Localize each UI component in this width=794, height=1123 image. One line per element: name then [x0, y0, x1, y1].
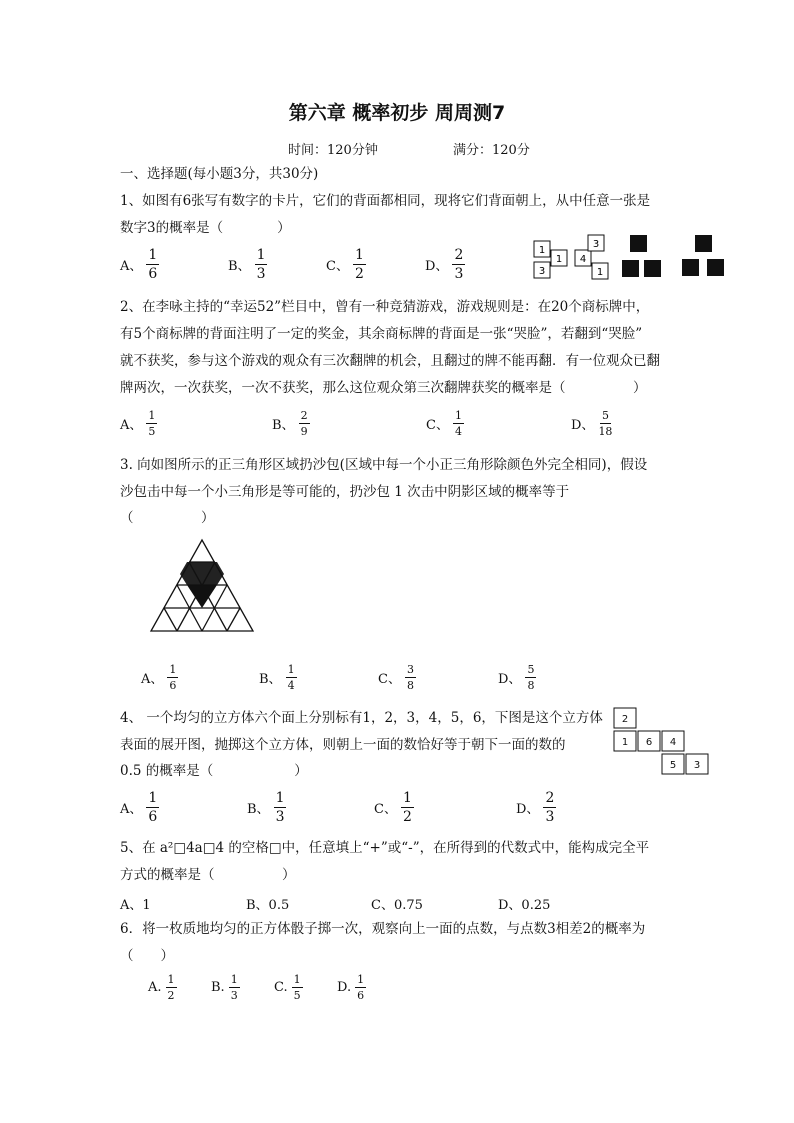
answer-option — [378, 664, 416, 691]
numerator: 1 — [148, 409, 156, 422]
answer-option — [120, 791, 159, 824]
option-label: C、 — [378, 672, 401, 687]
answer-option — [247, 791, 286, 824]
numerator: 1 — [293, 973, 301, 986]
denominator: 5 — [148, 425, 156, 438]
fraction — [146, 248, 159, 281]
q3-line3: （ ） — [120, 510, 215, 526]
option-label: D、 — [498, 672, 522, 687]
denominator: 2 — [354, 266, 364, 282]
q2-line3: 就不获奖，参与这个游戏的观众有三次翻牌的机会，且翻过的牌不能再翻．有一位观众已翻 — [120, 353, 660, 369]
fraction — [167, 664, 178, 691]
numerator: 1 — [354, 247, 364, 263]
option-label: C、 — [374, 802, 397, 817]
option-label: B、 — [247, 802, 270, 817]
card-front — [588, 235, 604, 251]
card-label: 3 — [538, 266, 546, 277]
numerator: 1 — [256, 247, 266, 263]
fraction — [543, 791, 556, 824]
q6-line1: 6．将一枚质地均匀的正方体骰子掷一次，观察向上一面的点数，与点数3相差2的概率为 — [120, 921, 646, 937]
denominator: 2 — [167, 989, 175, 1002]
numerator: 1 — [167, 973, 175, 986]
numerator: 1 — [357, 973, 365, 986]
answer-option — [211, 974, 240, 1001]
fraction — [274, 791, 287, 824]
option-label: C、 — [426, 418, 449, 433]
q5-line2: 方式的概率是（ ） — [120, 867, 296, 883]
numerator: 1 — [275, 790, 285, 806]
card-front — [534, 241, 550, 257]
card-front — [592, 263, 608, 279]
net-label: 6 — [645, 737, 653, 748]
card-label: 1 — [596, 267, 604, 278]
denominator: 3 — [256, 266, 266, 282]
answer-option — [571, 410, 612, 437]
page-title: 第六章 概率初步 周周测7 — [288, 102, 506, 124]
q1-line1: 1、如图有6张写有数字的卡片，它们的背面都相同，现将它们背面朝上，从中任意一张是 — [120, 193, 651, 209]
option-label: B、 — [228, 259, 251, 274]
card-front — [575, 250, 591, 266]
numerator: 3 — [406, 663, 414, 676]
card-back — [707, 259, 724, 276]
denominator: 2 — [402, 809, 412, 825]
option-label: C. — [274, 980, 288, 995]
fraction — [255, 248, 268, 281]
denominator: 6 — [357, 989, 365, 1002]
answer-option — [120, 248, 159, 281]
answer-option — [425, 248, 465, 281]
answer-option — [426, 410, 464, 437]
fraction — [166, 974, 177, 1001]
fraction — [355, 974, 366, 1001]
numerator: 1 — [402, 790, 412, 806]
q2-line1: 2、在李咏主持的“幸运52”栏目中，曾有一种竞猜游戏，游戏规则是：在20个商标牌中， — [120, 299, 650, 315]
q5-option: C、0.75 — [371, 898, 423, 913]
fraction — [292, 974, 303, 1001]
option-label: D、 — [425, 259, 449, 274]
answer-option — [120, 410, 157, 437]
numerator: 1 — [287, 663, 295, 676]
numerator: 1 — [148, 790, 158, 806]
card-label: 3 — [592, 239, 600, 250]
answer-option — [141, 664, 178, 691]
option-label: A、 — [120, 802, 143, 817]
option-label: D、 — [571, 418, 595, 433]
q1-cards-figure — [530, 232, 730, 284]
shaded-hexagon — [180, 562, 224, 585]
numerator: 2 — [454, 247, 464, 263]
denominator: 6 — [148, 266, 158, 282]
fraction — [353, 248, 366, 281]
net-label: 2 — [621, 714, 629, 725]
card-label: 4 — [579, 254, 587, 265]
fraction — [146, 410, 157, 437]
answer-option — [274, 974, 303, 1001]
card-front — [551, 250, 567, 266]
numerator: 2 — [300, 409, 308, 422]
card-back — [622, 260, 639, 277]
answer-option — [272, 410, 310, 437]
section-heading: 一、选择题(每小题3分，共30分) — [120, 166, 319, 182]
option-label: C、 — [326, 259, 349, 274]
fraction — [229, 974, 240, 1001]
q4-line1: 4、 一个均匀的立方体六个面上分别标有1，2，3，4，5，6，下图是这个立方体 — [120, 710, 603, 726]
denominator: 9 — [300, 425, 308, 438]
option-label: B、 — [272, 418, 295, 433]
denominator: 4 — [454, 425, 462, 438]
q5-option: A、1 — [120, 898, 151, 913]
q2-line4: 牌两次，一次获奖，一次不获奖，那么这位观众第三次翻牌获奖的概率是（ ） — [120, 380, 647, 396]
numerator: 1 — [169, 663, 177, 676]
card-label: 1 — [538, 245, 546, 256]
q3-line1: 3. 向如图所示的正三角形区域扔沙包(区域中每一个小正三角形除颜色外完全相同)，假设 — [120, 457, 648, 473]
numerator: 5 — [527, 663, 535, 676]
q4-line3: 0.5 的概率是（ ） — [120, 763, 308, 779]
denominator: 3 — [275, 809, 285, 825]
fraction — [146, 791, 159, 824]
denominator: 18 — [598, 425, 613, 438]
option-label: A、 — [141, 672, 164, 687]
option-label: B、 — [259, 672, 282, 687]
q2-line2: 有5个商标牌的背面注明了一定的奖金，其余商标牌的背面是一张“哭脸”，若翻到“哭脸” — [120, 326, 643, 342]
net-label: 3 — [693, 760, 701, 771]
net-label: 1 — [621, 737, 629, 748]
denominator: 6 — [148, 809, 158, 825]
numerator: 2 — [545, 790, 555, 806]
fraction — [598, 410, 612, 437]
numerator: 5 — [601, 409, 609, 422]
net-label: 5 — [669, 760, 677, 771]
net-label: 4 — [669, 737, 677, 748]
denominator: 3 — [230, 989, 238, 1002]
option-label: A. — [148, 980, 162, 995]
option-label: A、 — [120, 259, 143, 274]
q5-line1: 5、在 a²□4a□4 的空格□中，任意填上“+”或“-”，在所得到的代数式中，能构成完全平 — [120, 840, 650, 856]
fraction — [405, 664, 416, 691]
q4-line2: 表面的展开图，抛掷这个立方体，则朝上一面的数恰好等于朝下一面的数的 — [120, 737, 566, 753]
full-score: 满分：120分 — [453, 143, 530, 158]
q5-option: B、0.5 — [246, 898, 290, 913]
answer-option — [326, 248, 366, 281]
q6-line2: （ ） — [120, 948, 174, 964]
fraction — [452, 248, 465, 281]
fraction — [286, 664, 297, 691]
denominator: 4 — [287, 679, 295, 692]
card-back — [630, 235, 647, 252]
numerator: 1 — [454, 409, 462, 422]
option-label: D、 — [516, 802, 540, 817]
card-back — [695, 235, 712, 252]
denominator: 8 — [527, 679, 535, 692]
q5-option: D、0.25 — [498, 898, 551, 913]
card-back — [644, 260, 661, 277]
answer-option — [148, 974, 177, 1001]
card-front — [534, 262, 550, 278]
answer-option — [259, 664, 297, 691]
numerator: 1 — [148, 247, 158, 263]
answer-option — [337, 974, 366, 1001]
q4-cube-net-figure — [610, 706, 714, 778]
q1-line2: 数字3的概率是（ ） — [120, 220, 291, 236]
card-back — [682, 259, 699, 276]
answer-option — [374, 791, 414, 824]
q3-triangle-figure — [145, 538, 260, 636]
option-label: A、 — [120, 418, 143, 433]
time-limit: 时间：120分钟 — [288, 143, 378, 158]
answer-option — [228, 248, 267, 281]
denominator: 3 — [545, 809, 555, 825]
option-label: D. — [337, 980, 352, 995]
fraction — [401, 791, 414, 824]
denominator: 3 — [454, 266, 464, 282]
option-label: B. — [211, 980, 225, 995]
fraction — [525, 664, 536, 691]
fraction — [299, 410, 310, 437]
numerator: 1 — [230, 973, 238, 986]
denominator: 5 — [293, 989, 301, 1002]
q3-line2: 沙包击中每一个小三角形是等可能的，扔沙包 1 次击中阴影区域的概率等于 — [120, 484, 570, 500]
answer-option — [516, 791, 556, 824]
fraction — [453, 410, 464, 437]
denominator: 6 — [169, 679, 177, 692]
answer-option — [498, 664, 536, 691]
triangle-grid — [151, 540, 253, 631]
card-label: 1 — [555, 254, 563, 265]
denominator: 8 — [406, 679, 414, 692]
